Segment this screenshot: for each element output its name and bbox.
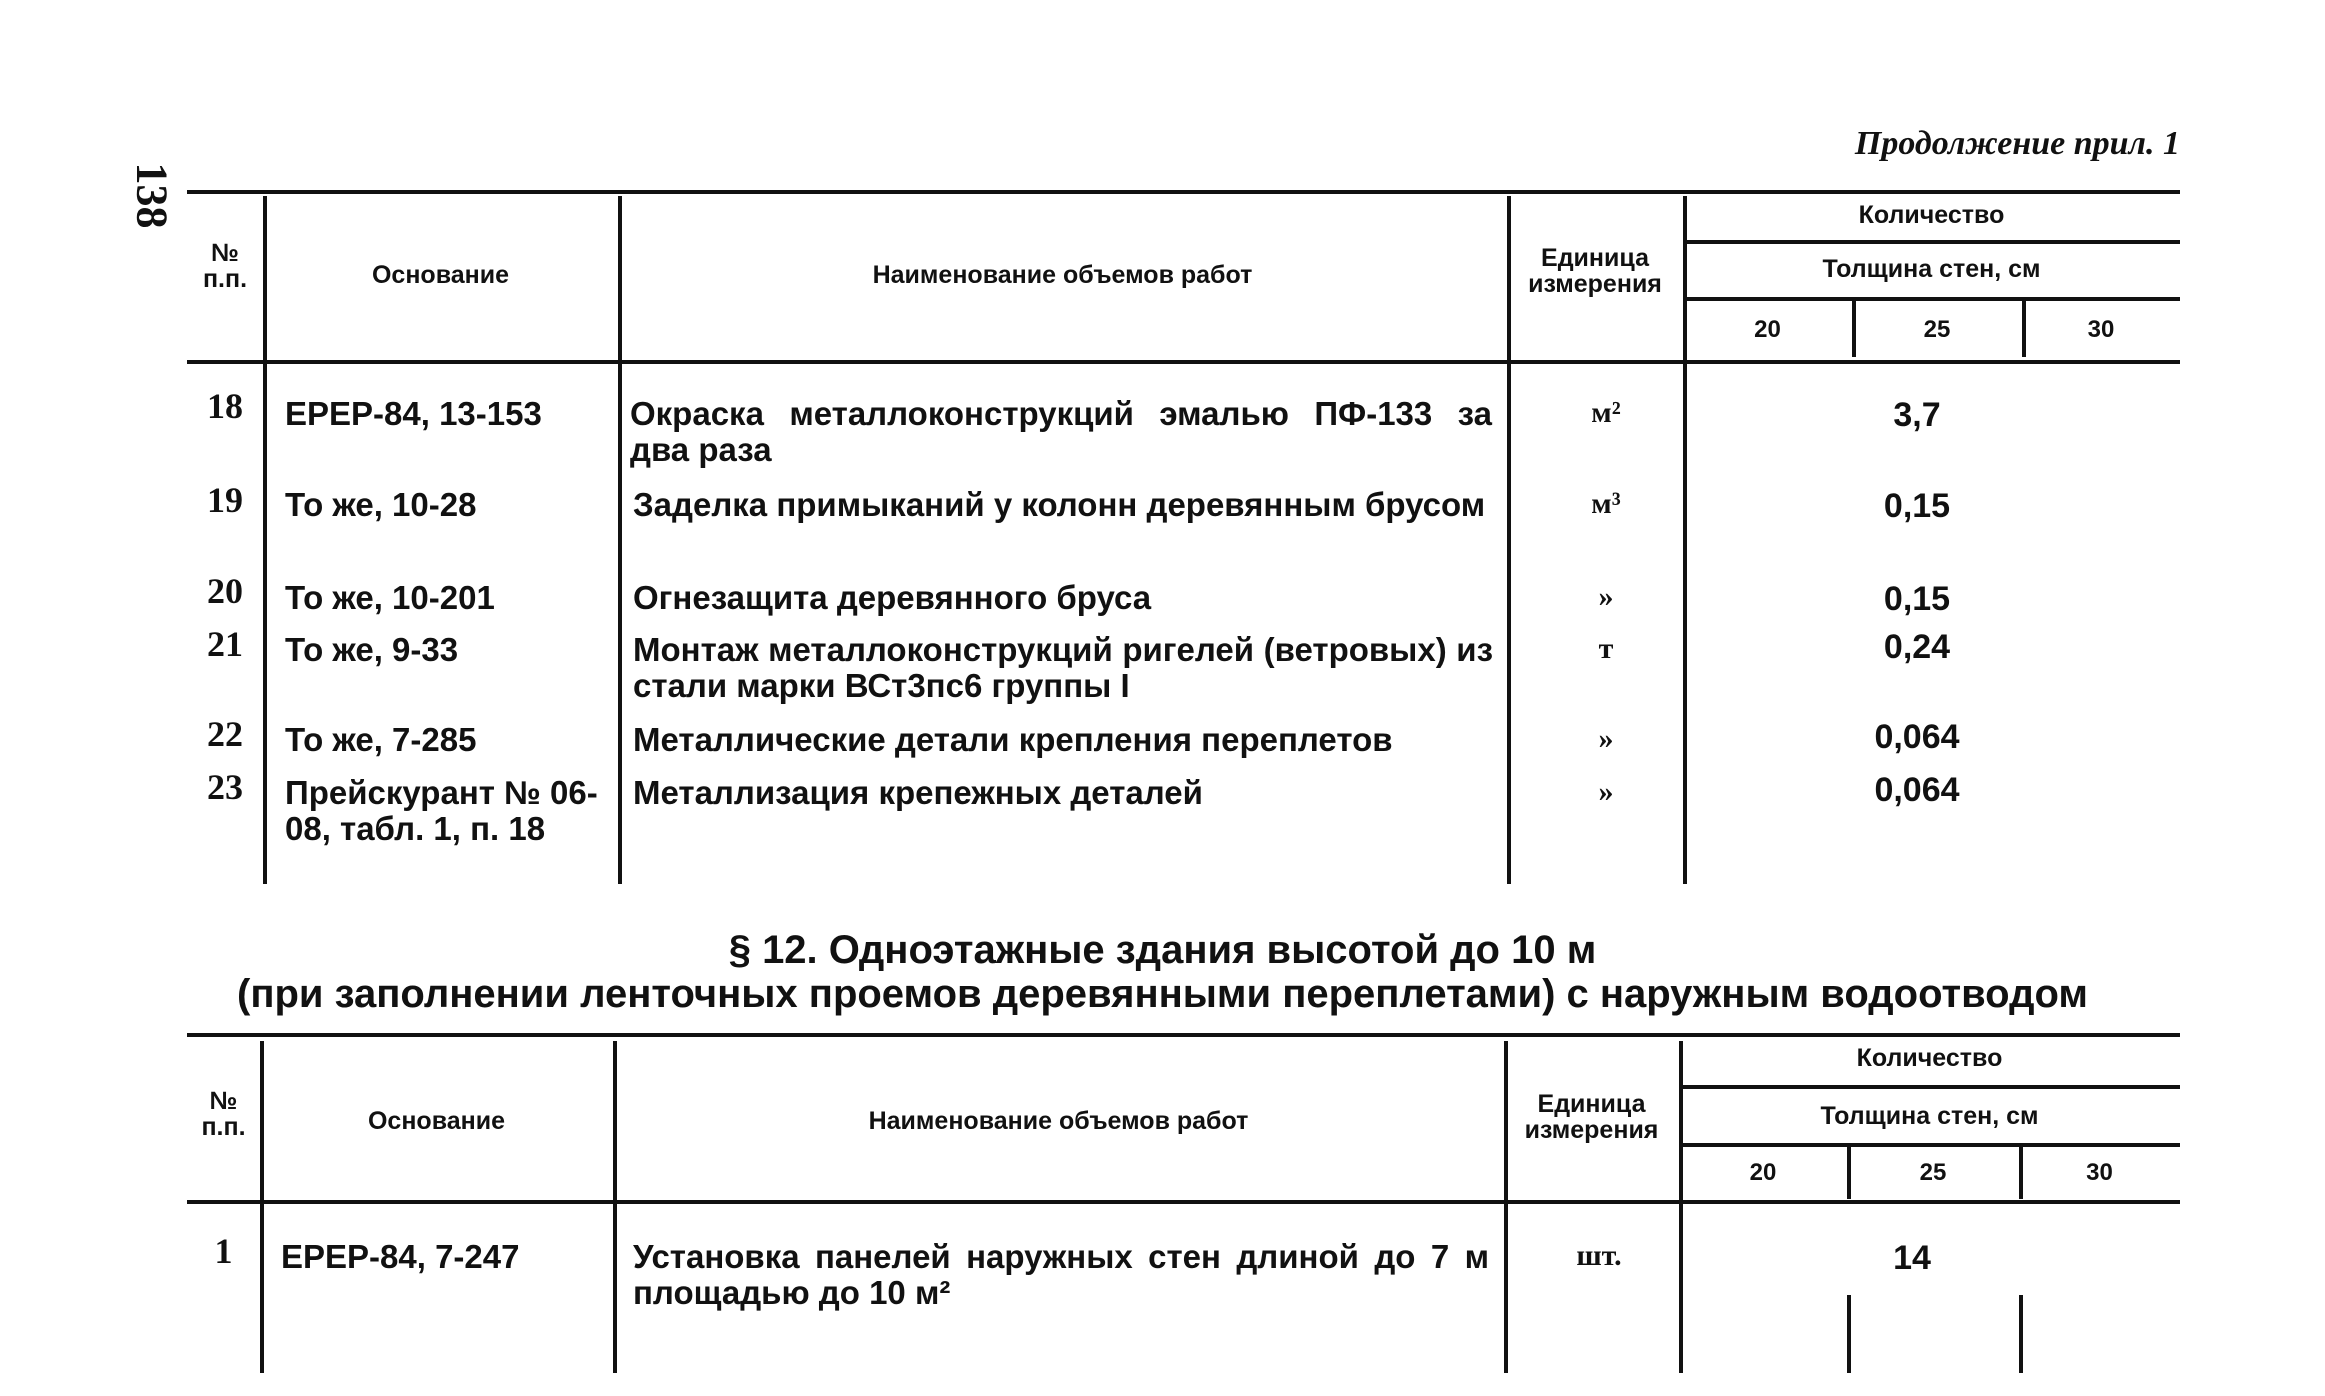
column-divider bbox=[1507, 196, 1511, 884]
thickness-30: 30 bbox=[2086, 1159, 2113, 1186]
quantity-rule bbox=[1679, 1085, 2180, 1089]
row-quantity: 0,064 bbox=[1874, 718, 1960, 756]
row-basis: То же, 7-285 bbox=[285, 721, 477, 758]
column-divider bbox=[618, 196, 622, 884]
table-header-rule bbox=[187, 360, 2180, 364]
header-work-name: Наименование объемов работ bbox=[872, 261, 1253, 289]
table-2 bbox=[187, 1033, 2180, 1373]
thickness-25: 25 bbox=[1919, 1159, 1947, 1186]
row-number: 1 bbox=[214, 1231, 233, 1271]
row-quantity: 14 bbox=[1893, 1239, 1931, 1277]
row-unit: шт. bbox=[1576, 1239, 1622, 1272]
row-work-name: Окраска металлоконструкций эмалью ПФ-133 за два раза bbox=[630, 395, 1492, 469]
quantity-rule bbox=[1683, 240, 2180, 244]
row-number: 19 bbox=[207, 480, 243, 520]
table-header-rule bbox=[187, 1200, 2180, 1204]
row-number: 18 bbox=[207, 386, 243, 426]
row-work-name: Огнезащита деревянного бруса bbox=[633, 579, 1152, 616]
table-top-rule bbox=[187, 190, 2180, 194]
table-1 bbox=[187, 190, 2180, 890]
row-basis: Прейскурант № 06-08, табл. 1, п. 18 bbox=[285, 774, 598, 848]
row-number: 20 bbox=[207, 571, 243, 611]
header-wall-thickness: Толщина стен, см bbox=[1820, 1102, 2039, 1130]
thickness-rule bbox=[1683, 297, 2180, 301]
header-basis: Основание bbox=[367, 1107, 506, 1135]
section-title-line-2: (при заполнении ленточных проемов деревянными переплетами) с наружным водоотводом bbox=[237, 972, 2088, 1016]
column-divider bbox=[613, 1041, 617, 1373]
row-basis: То же, 9-33 bbox=[285, 631, 459, 668]
table-top-rule bbox=[187, 1033, 2180, 1037]
row-quantity: 0,24 bbox=[1883, 628, 1951, 666]
row-work-name: Заделка примыканий у колонн деревянным брусом bbox=[633, 486, 1486, 523]
row-number: 23 bbox=[207, 767, 243, 807]
header-unit: Единица измерения bbox=[1524, 1090, 1659, 1145]
thickness-20: 20 bbox=[1749, 1159, 1777, 1186]
column-divider bbox=[260, 1041, 264, 1373]
row-unit: м³ bbox=[1591, 487, 1621, 520]
row-quantity: 3,7 bbox=[1893, 396, 1941, 434]
column-divider bbox=[1679, 1041, 1683, 1373]
row-basis: ЕРЕР-84, 13-153 bbox=[285, 395, 542, 432]
header-quantity: Количество bbox=[1856, 1044, 2003, 1072]
header-number: № п.п. bbox=[201, 1087, 246, 1142]
section-title-line-1: § 12. Одноэтажные здания высотой до 10 м bbox=[728, 928, 1597, 972]
thickness-divider bbox=[1847, 1295, 1851, 1373]
row-work-name: Металлизация крепежных деталей bbox=[633, 774, 1203, 811]
header-number: № п.п. bbox=[202, 239, 248, 294]
thickness-30: 30 bbox=[2087, 316, 2115, 343]
row-unit: м² bbox=[1591, 396, 1621, 429]
row-unit: » bbox=[1598, 775, 1614, 808]
column-divider bbox=[263, 196, 267, 884]
header-work-name: Наименование объемов работ bbox=[868, 1107, 1249, 1135]
row-unit: т bbox=[1598, 632, 1614, 665]
row-quantity: 0,15 bbox=[1883, 580, 1951, 618]
row-unit: » bbox=[1598, 580, 1614, 613]
row-work-name: Монтаж металлоконструкций ригелей (ветровых) из стали марки ВСт3пс6 группы I bbox=[633, 631, 1493, 705]
header-quantity: Количество bbox=[1858, 201, 2005, 229]
thickness-20: 20 bbox=[1754, 316, 1781, 343]
header-wall-thickness: Толщина стен, см bbox=[1822, 255, 2041, 283]
row-unit: » bbox=[1598, 722, 1614, 755]
row-work-name: Установка панелей наружных стен длиной до 7 м площадью до 10 м² bbox=[633, 1238, 1489, 1312]
continuation-label: Продолжение прил. 1 bbox=[1854, 125, 2180, 162]
header-basis: Основание bbox=[371, 261, 510, 289]
row-basis: То же, 10-201 bbox=[285, 579, 495, 616]
thickness-rule bbox=[1679, 1143, 2180, 1147]
row-work-name: Металлические детали крепления переплетов bbox=[633, 721, 1393, 758]
thickness-divider bbox=[2019, 1295, 2023, 1373]
page-number: 138 bbox=[127, 162, 177, 229]
row-number: 21 bbox=[207, 624, 243, 664]
header-unit: Единица измерения bbox=[1528, 244, 1662, 299]
row-quantity: 0,064 bbox=[1874, 771, 1960, 809]
row-basis: ЕРЕР-84, 7-247 bbox=[281, 1238, 520, 1275]
row-basis: То же, 10-28 bbox=[285, 486, 477, 523]
row-quantity: 0,15 bbox=[1883, 487, 1951, 525]
row-number: 22 bbox=[207, 714, 243, 754]
thickness-25: 25 bbox=[1923, 316, 1951, 343]
